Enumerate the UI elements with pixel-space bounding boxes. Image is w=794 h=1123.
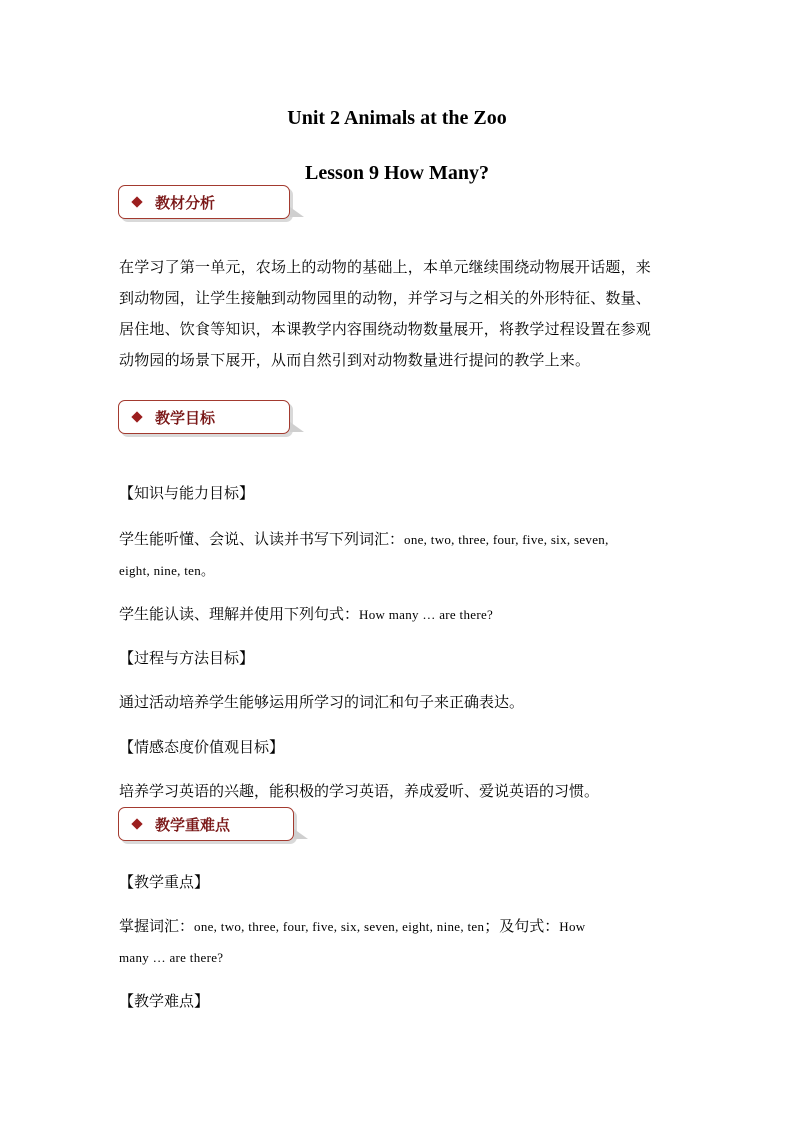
process-goal-text: 通过活动培养学生能够运用所学习的词汇和句子来正确表达。 bbox=[119, 693, 525, 711]
diamond-bullet-icon bbox=[131, 196, 142, 207]
key-point-text: 掌握词汇： bbox=[119, 917, 195, 935]
knowledge-goal-label: 【知识与能力目标】 bbox=[119, 484, 255, 502]
vocab-words-continued: eight, nine, ten。 bbox=[119, 563, 215, 578]
key-point-text-mid: ；及句式： bbox=[484, 917, 560, 935]
document-title: Unit 2 Animals at the Zoo bbox=[287, 107, 507, 129]
section-header-box bbox=[118, 807, 294, 841]
paragraph-line: 到动物园，让学生接触到动物园里的动物，并学习与之相关的外形特征、数量、 bbox=[119, 289, 652, 307]
header-tail-icon bbox=[294, 829, 308, 839]
vocab-goal-text: 学生能听懂、会说、认读并书写下列词汇： bbox=[119, 530, 405, 548]
section-header-box bbox=[118, 185, 290, 219]
key-point-how: How bbox=[559, 919, 586, 934]
vocab-goal-line bbox=[119, 528, 609, 551]
section-heading: 教学重难点 bbox=[155, 816, 231, 834]
section-header-key-points bbox=[118, 807, 418, 851]
key-point-line-2 bbox=[119, 946, 223, 969]
key-point-line bbox=[119, 915, 585, 938]
section-header-objectives bbox=[118, 400, 418, 444]
paragraph-line: 动物园的场景下展开，从而自然引到对动物数量进行提问的教学上来。 bbox=[119, 351, 591, 369]
vocab-words: one, two, three, four, five, six, seven, bbox=[404, 532, 609, 547]
diamond-bullet-icon bbox=[131, 411, 142, 422]
section-header-box bbox=[118, 400, 290, 434]
header-tail-icon bbox=[290, 207, 304, 217]
section-heading: 教材分析 bbox=[155, 194, 216, 212]
paragraph-line: 居住地、饮食等知识，本课教学内容围绕动物数量展开，将教学过程设置在参观 bbox=[119, 320, 652, 338]
header-tail-icon bbox=[290, 422, 304, 432]
sentence-goal-text: 学生能认读、理解并使用下列句式： bbox=[119, 605, 360, 623]
sentence-goal-line bbox=[119, 603, 493, 626]
vocab-goal-line-2 bbox=[119, 559, 214, 582]
key-point-words: one, two, three, four, five, six, seven, eight, nine, ten bbox=[194, 919, 485, 934]
diamond-bullet-icon bbox=[131, 818, 142, 829]
key-point-label: 【教学重点】 bbox=[119, 873, 210, 891]
process-goal-label: 【过程与方法目标】 bbox=[119, 649, 255, 667]
analysis-paragraph bbox=[119, 252, 679, 376]
difficult-point-label: 【教学难点】 bbox=[119, 992, 210, 1010]
paragraph-line: 在学习了第一单元，农场上的动物的基础上，本单元继续围绕动物展开话题，来 bbox=[119, 258, 652, 276]
emotion-goal-label: 【情感态度价值观目标】 bbox=[119, 738, 285, 756]
key-point-pattern: many … are there? bbox=[119, 950, 224, 965]
sentence-pattern: How many … are there? bbox=[359, 607, 494, 622]
section-heading: 教学目标 bbox=[155, 409, 216, 427]
lesson-title: Lesson 9 How Many? bbox=[305, 162, 489, 184]
section-header-analysis bbox=[118, 185, 418, 229]
emotion-goal-text: 培养学习英语的兴趣，能积极的学习英语，养成爱听、爱说英语的习惯。 bbox=[119, 782, 600, 800]
